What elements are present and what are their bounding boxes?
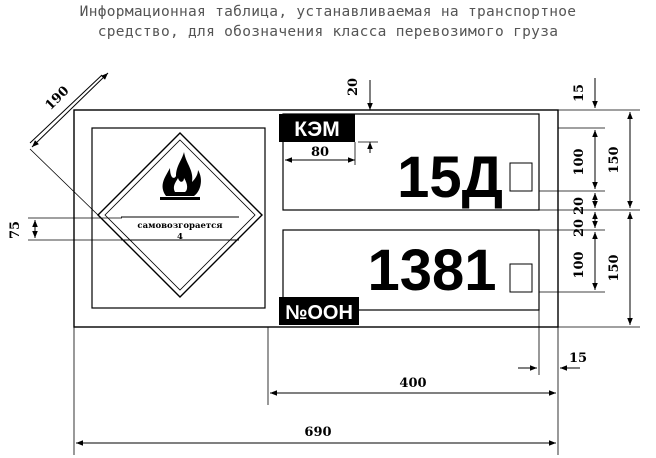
- dim-half-top: 150: [607, 146, 622, 174]
- diamond-ext-2: [30, 149, 98, 215]
- diamond-class: 4: [177, 232, 183, 242]
- dim-gap-mid-a: 20: [572, 196, 587, 216]
- dim-top-gap: 20: [346, 77, 361, 97]
- caption-line-1: Информационная таблица, устанавливаемая на транспортное: [79, 4, 577, 20]
- diamond-text: самовозгорается: [137, 221, 223, 231]
- dim-digit-height-top: 100: [572, 148, 587, 176]
- dim-right-margin: 15: [568, 351, 588, 366]
- dim-gap-mid-b: 20: [572, 218, 587, 238]
- diamond-ext-1: [30, 75, 102, 143]
- upper-tab: [510, 163, 532, 191]
- dim-digit-height-bottom: 100: [572, 251, 587, 279]
- dim-diamond-band: 75: [8, 220, 23, 240]
- hazard-diamond: [98, 133, 262, 297]
- kem-code: 15Д: [397, 145, 503, 210]
- oon-label: №ООН: [285, 302, 353, 324]
- dim-half-bottom: 150: [607, 254, 622, 282]
- oon-code: 1381: [367, 238, 497, 303]
- lower-tab: [510, 264, 532, 292]
- dim-right-width: 400: [399, 376, 427, 391]
- dim-label-width: 80: [310, 145, 330, 160]
- kem-label: КЭМ: [294, 118, 340, 141]
- dim-overall-width: 690: [304, 425, 332, 440]
- dim-top-margin: 15: [572, 83, 587, 103]
- dim-diamond-side: 190: [42, 83, 73, 114]
- caption-line-2: средство, для обозначения класса перевозимого груза: [97, 24, 559, 40]
